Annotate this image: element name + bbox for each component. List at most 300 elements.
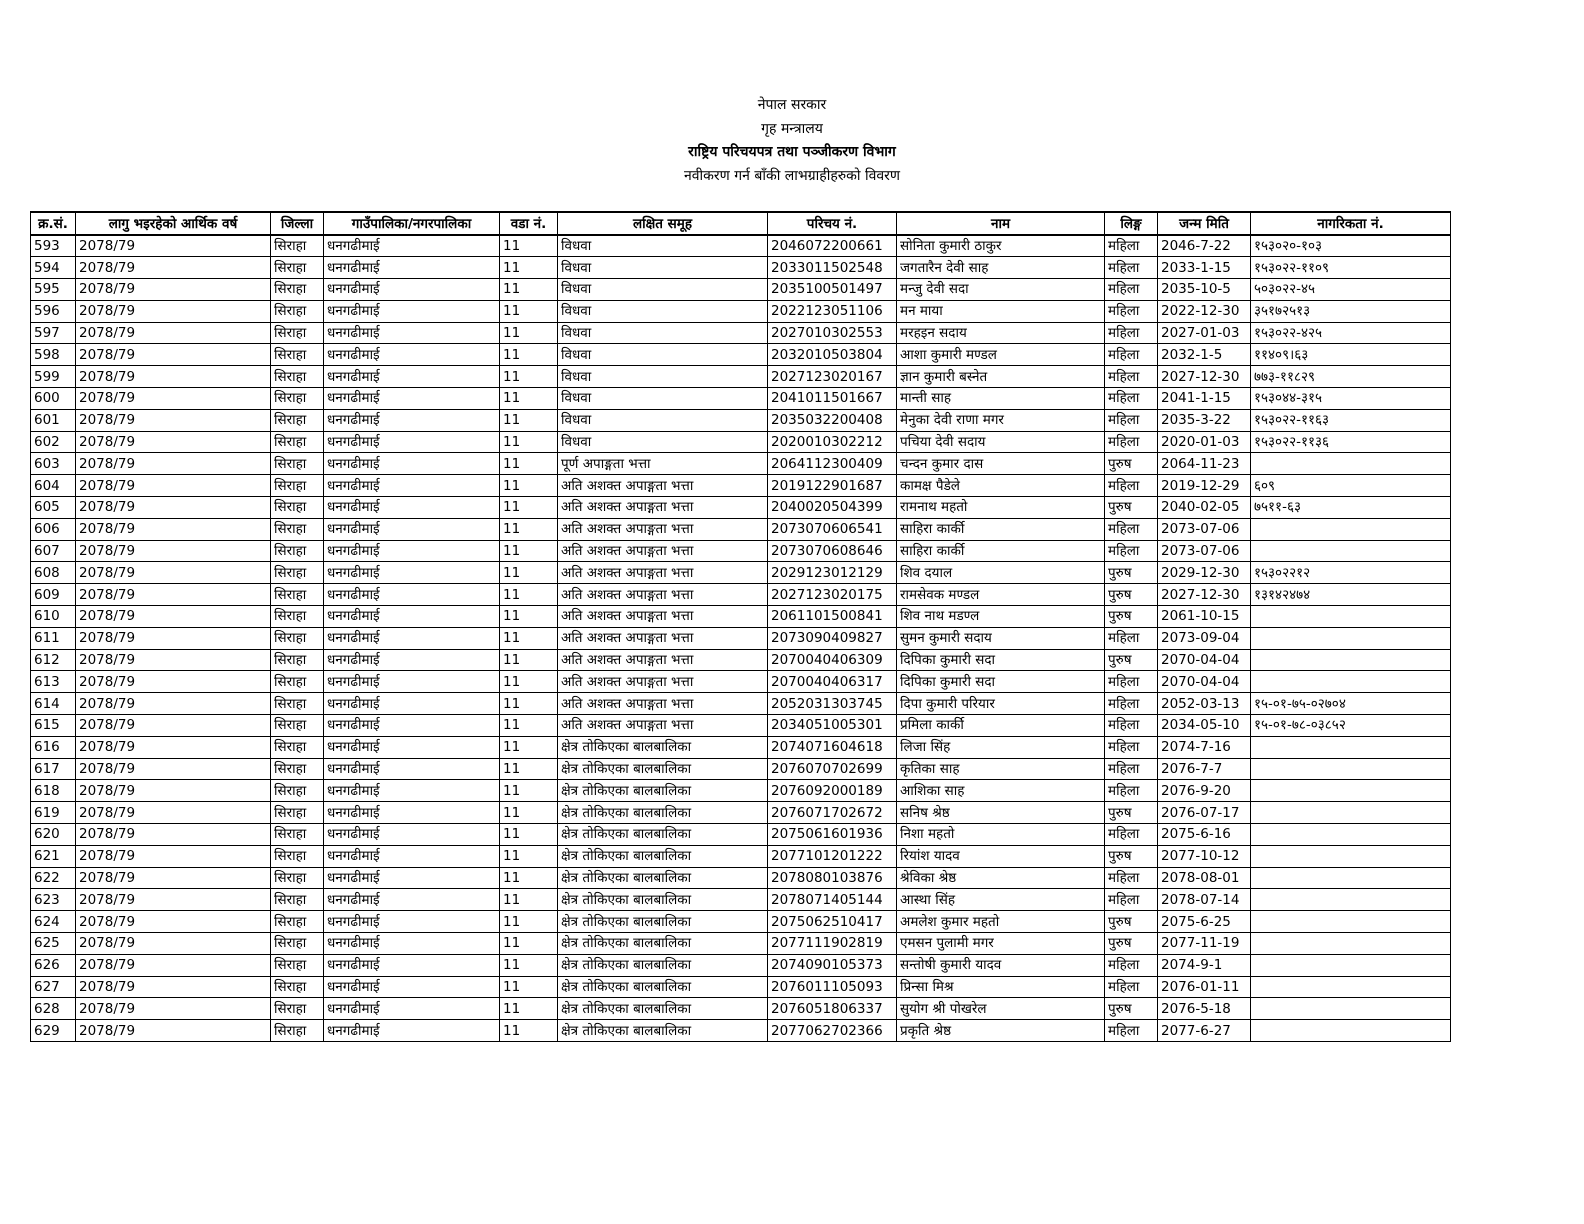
name-cell: रियांश यादव [897, 845, 1105, 867]
id-number-cell: 2052031303745 [768, 693, 897, 715]
column-header-serial: क्र.सं. [31, 212, 76, 235]
gender-cell: महिला [1105, 279, 1158, 301]
fiscal-year-cell: 2078/79 [76, 257, 271, 279]
table-row [31, 649, 1451, 671]
birth-date-cell: 2035-3-22 [1158, 409, 1251, 431]
document-header [0, 94, 1584, 188]
name-cell: सन्तोषी कुमारी यादव [897, 954, 1105, 976]
id-number-cell: 2027123020167 [768, 366, 897, 388]
birth-date-cell: 2073-09-04 [1158, 627, 1251, 649]
id-number-cell: 2075061601936 [768, 824, 897, 846]
district-cell: सिराहा [271, 366, 324, 388]
ward-cell: 11 [500, 845, 558, 867]
id-number-cell: 2046072200661 [768, 235, 897, 257]
column-header-target-group: लक्षित समूह [558, 212, 768, 235]
birth-date-cell: 2076-01-11 [1158, 976, 1251, 998]
id-number-cell: 2035100501497 [768, 279, 897, 301]
gender-cell: महिला [1105, 409, 1158, 431]
serial-cell: 613 [31, 671, 76, 693]
ward-cell: 11 [500, 911, 558, 933]
table-row [31, 736, 1451, 758]
fiscal-year-cell: 2078/79 [76, 824, 271, 846]
citizenship-number-cell [1251, 976, 1451, 998]
district-cell: सिराहा [271, 954, 324, 976]
ward-cell: 11 [500, 715, 558, 737]
column-header-citizenship-number: नागरिकता नं. [1251, 212, 1451, 235]
name-cell: प्रकृति श्रेष्ठ [897, 1020, 1105, 1042]
target-group-cell: अति अशक्त अपाङ्गता भत्ता [558, 671, 768, 693]
name-cell: दिपा कुमारी परियार [897, 693, 1105, 715]
ward-cell: 11 [500, 562, 558, 584]
table-row [31, 540, 1451, 562]
district-cell: सिराहा [271, 998, 324, 1020]
serial-cell: 628 [31, 998, 76, 1020]
fiscal-year-cell: 2078/79 [76, 409, 271, 431]
id-number-cell: 2078071405144 [768, 889, 897, 911]
id-number-cell: 2076071702672 [768, 802, 897, 824]
name-cell: साहिरा कार्की [897, 540, 1105, 562]
name-cell: पचिया देवी सदाय [897, 431, 1105, 453]
citizenship-number-cell [1251, 736, 1451, 758]
gender-cell: महिला [1105, 1020, 1158, 1042]
district-cell: सिराहा [271, 540, 324, 562]
gender-cell: पुरुष [1105, 933, 1158, 955]
ward-cell: 11 [500, 627, 558, 649]
target-group-cell: क्षेत्र तोकिएका बालबालिका [558, 736, 768, 758]
municipality-cell: धनगढीमाई [324, 497, 500, 519]
municipality-cell: धनगढीमाई [324, 998, 500, 1020]
birth-date-cell: 2041-1-15 [1158, 388, 1251, 410]
municipality-cell: धनगढीमाई [324, 475, 500, 497]
serial-cell: 614 [31, 693, 76, 715]
id-number-cell: 2077111902819 [768, 933, 897, 955]
name-cell: सनिष श्रेष्ठ [897, 802, 1105, 824]
ward-cell: 11 [500, 693, 558, 715]
table-row [31, 933, 1451, 955]
citizenship-number-cell [1251, 998, 1451, 1020]
target-group-cell: विधवा [558, 279, 768, 301]
municipality-cell: धनगढीमाई [324, 911, 500, 933]
name-cell: चन्दन कुमार दास [897, 453, 1105, 475]
birth-date-cell: 2075-6-25 [1158, 911, 1251, 933]
fiscal-year-cell: 2078/79 [76, 235, 271, 257]
ward-cell: 11 [500, 824, 558, 846]
gender-cell: महिला [1105, 475, 1158, 497]
table-row [31, 279, 1451, 301]
birth-date-cell: 2073-07-06 [1158, 518, 1251, 540]
ward-cell: 11 [500, 453, 558, 475]
serial-cell: 620 [31, 824, 76, 846]
name-cell: मन माया [897, 300, 1105, 322]
municipality-cell: धनगढीमाई [324, 671, 500, 693]
municipality-cell: धनगढीमाई [324, 409, 500, 431]
ward-cell: 11 [500, 802, 558, 824]
citizenship-number-cell [1251, 889, 1451, 911]
gender-cell: पुरुष [1105, 606, 1158, 628]
birth-date-cell: 2074-9-1 [1158, 954, 1251, 976]
id-number-cell: 2027123020175 [768, 584, 897, 606]
municipality-cell: धनगढीमाई [324, 518, 500, 540]
birth-date-cell: 2019-12-29 [1158, 475, 1251, 497]
municipality-cell: धनगढीमाई [324, 780, 500, 802]
ward-cell: 11 [500, 475, 558, 497]
table-row [31, 693, 1451, 715]
district-cell: सिराहा [271, 933, 324, 955]
id-number-cell: 2022123051106 [768, 300, 897, 322]
district-cell: सिराहा [271, 409, 324, 431]
serial-cell: 621 [31, 845, 76, 867]
id-number-cell: 2076011105093 [768, 976, 897, 998]
column-header-ward: वडा नं. [500, 212, 558, 235]
serial-cell: 599 [31, 366, 76, 388]
birth-date-cell: 2032-1-5 [1158, 344, 1251, 366]
target-group-cell: क्षेत्र तोकिएका बालबालिका [558, 889, 768, 911]
citizenship-number-cell [1251, 606, 1451, 628]
target-group-cell: विधवा [558, 366, 768, 388]
name-cell: आस्था सिंह [897, 889, 1105, 911]
table-row [31, 344, 1451, 366]
table-row [31, 715, 1451, 737]
gender-cell: पुरुष [1105, 845, 1158, 867]
municipality-cell: धनगढीमाई [324, 736, 500, 758]
birth-date-cell: 2077-11-19 [1158, 933, 1251, 955]
name-cell: दिपिका कुमारी सदा [897, 671, 1105, 693]
id-number-cell: 2041011501667 [768, 388, 897, 410]
fiscal-year-cell: 2078/79 [76, 693, 271, 715]
birth-date-cell: 2035-10-5 [1158, 279, 1251, 301]
ward-cell: 11 [500, 322, 558, 344]
citizenship-number-cell [1251, 802, 1451, 824]
district-cell: सिराहा [271, 562, 324, 584]
id-number-cell: 2019122901687 [768, 475, 897, 497]
gender-cell: महिला [1105, 627, 1158, 649]
id-number-cell: 2077101201222 [768, 845, 897, 867]
name-cell: मरहइन सदाय [897, 322, 1105, 344]
municipality-cell: धनगढीमाई [324, 845, 500, 867]
ward-cell: 11 [500, 1020, 558, 1042]
district-cell: सिराहा [271, 824, 324, 846]
table-row [31, 453, 1451, 475]
target-group-cell: क्षेत्र तोकिएका बालबालिका [558, 867, 768, 889]
birth-date-cell: 2076-5-18 [1158, 998, 1251, 1020]
municipality-cell: धनगढीमाई [324, 889, 500, 911]
fiscal-year-cell: 2078/79 [76, 606, 271, 628]
municipality-cell: धनगढीमाई [324, 954, 500, 976]
target-group-cell: क्षेत्र तोकिएका बालबालिका [558, 933, 768, 955]
fiscal-year-cell: 2078/79 [76, 867, 271, 889]
serial-cell: 625 [31, 933, 76, 955]
district-cell: सिराहा [271, 736, 324, 758]
id-number-cell: 2064112300409 [768, 453, 897, 475]
column-header-fiscal-year: लागु भइरहेको आर्थिक वर्ष [76, 212, 271, 235]
id-number-cell: 2070040406309 [768, 649, 897, 671]
serial-cell: 596 [31, 300, 76, 322]
ward-cell: 11 [500, 780, 558, 802]
ward-cell: 11 [500, 933, 558, 955]
column-header-gender: लिङ्ग [1105, 212, 1158, 235]
target-group-cell: क्षेत्र तोकिएका बालबालिका [558, 758, 768, 780]
citizenship-number-cell [1251, 758, 1451, 780]
citizenship-number-cell: ७५११-६३ [1251, 497, 1451, 519]
name-cell: मन्जु देवी सदा [897, 279, 1105, 301]
birth-date-cell: 2022-12-30 [1158, 300, 1251, 322]
district-cell: सिराहा [271, 453, 324, 475]
serial-cell: 622 [31, 867, 76, 889]
ward-cell: 11 [500, 998, 558, 1020]
citizenship-number-cell: १५-०१-७५-०२७०४ [1251, 693, 1451, 715]
citizenship-number-cell: ११४०९।६३ [1251, 344, 1451, 366]
citizenship-number-cell: ३५१७२५१३ [1251, 300, 1451, 322]
name-cell: दिपिका कुमारी सदा [897, 649, 1105, 671]
birth-date-cell: 2077-6-27 [1158, 1020, 1251, 1042]
serial-cell: 594 [31, 257, 76, 279]
table-row [31, 409, 1451, 431]
serial-cell: 602 [31, 431, 76, 453]
municipality-cell: धनगढीमाई [324, 627, 500, 649]
citizenship-number-cell: १५३०२२-११६३ [1251, 409, 1451, 431]
district-cell: सिराहा [271, 606, 324, 628]
citizenship-number-cell [1251, 954, 1451, 976]
citizenship-number-cell [1251, 780, 1451, 802]
ward-cell: 11 [500, 736, 558, 758]
birth-date-cell: 2027-01-03 [1158, 322, 1251, 344]
municipality-cell: धनगढीमाई [324, 453, 500, 475]
birth-date-cell: 2070-04-04 [1158, 671, 1251, 693]
name-cell: साहिरा कार्की [897, 518, 1105, 540]
gender-cell: महिला [1105, 867, 1158, 889]
serial-cell: 604 [31, 475, 76, 497]
gender-cell: पुरुष [1105, 497, 1158, 519]
municipality-cell: धनगढीमाई [324, 279, 500, 301]
table-row [31, 627, 1451, 649]
gender-cell: महिला [1105, 889, 1158, 911]
name-cell: सुयोग श्री पोखरेल [897, 998, 1105, 1020]
target-group-cell: विधवा [558, 409, 768, 431]
gender-cell: पुरुष [1105, 649, 1158, 671]
citizenship-number-cell [1251, 845, 1451, 867]
ward-cell: 11 [500, 758, 558, 780]
serial-cell: 629 [31, 1020, 76, 1042]
municipality-cell: धनगढीमाई [324, 366, 500, 388]
target-group-cell: विधवा [558, 344, 768, 366]
district-cell: सिराहा [271, 344, 324, 366]
citizenship-number-cell [1251, 933, 1451, 955]
table-body [31, 235, 1451, 1041]
gender-cell: महिला [1105, 715, 1158, 737]
fiscal-year-cell: 2078/79 [76, 584, 271, 606]
district-cell: सिराहा [271, 475, 324, 497]
birth-date-cell: 2061-10-15 [1158, 606, 1251, 628]
citizenship-number-cell: १५३०२२-४२५ [1251, 322, 1451, 344]
target-group-cell: क्षेत्र तोकिएका बालबालिका [558, 780, 768, 802]
target-group-cell: अति अशक्त अपाङ्गता भत्ता [558, 562, 768, 584]
table-row [31, 235, 1451, 257]
name-cell: प्रमिला कार्की [897, 715, 1105, 737]
municipality-cell: धनगढीमाई [324, 257, 500, 279]
birth-date-cell: 2078-07-14 [1158, 889, 1251, 911]
birth-date-cell: 2076-07-17 [1158, 802, 1251, 824]
ward-cell: 11 [500, 344, 558, 366]
gender-cell: पुरुष [1105, 453, 1158, 475]
name-cell: सोनिता कुमारी ठाकुर [897, 235, 1105, 257]
id-number-cell: 2073090409827 [768, 627, 897, 649]
birth-date-cell: 2064-11-23 [1158, 453, 1251, 475]
id-number-cell: 2073070606541 [768, 518, 897, 540]
target-group-cell: अति अशक्त अपाङ्गता भत्ता [558, 693, 768, 715]
fiscal-year-cell: 2078/79 [76, 453, 271, 475]
municipality-cell: धनगढीमाई [324, 802, 500, 824]
name-cell: शिव दयाल [897, 562, 1105, 584]
district-cell: सिराहा [271, 758, 324, 780]
birth-date-cell: 2078-08-01 [1158, 867, 1251, 889]
target-group-cell: क्षेत्र तोकिएका बालबालिका [558, 1020, 768, 1042]
table-row [31, 780, 1451, 802]
government-name: नेपाल सरकार [757, 97, 827, 113]
citizenship-number-cell: ५०३०२२-४५ [1251, 279, 1451, 301]
municipality-cell: धनगढीमाई [324, 824, 500, 846]
table-row [31, 300, 1451, 322]
citizenship-number-cell [1251, 518, 1451, 540]
id-number-cell: 2040020504399 [768, 497, 897, 519]
municipality-cell: धनगढीमाई [324, 933, 500, 955]
fiscal-year-cell: 2078/79 [76, 518, 271, 540]
name-cell: आशा कुमारी मण्डल [897, 344, 1105, 366]
serial-cell: 605 [31, 497, 76, 519]
birth-date-cell: 2076-9-20 [1158, 780, 1251, 802]
district-cell: सिराहा [271, 889, 324, 911]
citizenship-number-cell [1251, 627, 1451, 649]
serial-cell: 627 [31, 976, 76, 998]
fiscal-year-cell: 2078/79 [76, 998, 271, 1020]
citizenship-number-cell [1251, 540, 1451, 562]
birth-date-cell: 2020-01-03 [1158, 431, 1251, 453]
district-cell: सिराहा [271, 431, 324, 453]
citizenship-number-cell: १५३०२२-११३६ [1251, 431, 1451, 453]
citizenship-number-cell: ७७३-११८२९ [1251, 366, 1451, 388]
gender-cell: महिला [1105, 300, 1158, 322]
ward-cell: 11 [500, 954, 558, 976]
id-number-cell: 2020010302212 [768, 431, 897, 453]
district-cell: सिराहा [271, 279, 324, 301]
district-cell: सिराहा [271, 1020, 324, 1042]
name-cell: कृतिका साह [897, 758, 1105, 780]
district-cell: सिराहा [271, 911, 324, 933]
birth-date-cell: 2076-7-7 [1158, 758, 1251, 780]
serial-cell: 612 [31, 649, 76, 671]
id-number-cell: 2070040406317 [768, 671, 897, 693]
fiscal-year-cell: 2078/79 [76, 1020, 271, 1042]
gender-cell: महिला [1105, 954, 1158, 976]
municipality-cell: धनगढीमाई [324, 300, 500, 322]
table-row [31, 388, 1451, 410]
name-cell: रामनाथ महतो [897, 497, 1105, 519]
name-cell: निशा महतो [897, 824, 1105, 846]
table-row [31, 431, 1451, 453]
id-number-cell: 2074090105373 [768, 954, 897, 976]
target-group-cell: अति अशक्त अपाङ्गता भत्ता [558, 627, 768, 649]
birth-date-cell: 2052-03-13 [1158, 693, 1251, 715]
serial-cell: 619 [31, 802, 76, 824]
target-group-cell: क्षेत्र तोकिएका बालबालिका [558, 911, 768, 933]
id-number-cell: 2073070608646 [768, 540, 897, 562]
ward-cell: 11 [500, 431, 558, 453]
target-group-cell: पूर्ण अपाङ्गता भत्ता [558, 453, 768, 475]
fiscal-year-cell: 2078/79 [76, 649, 271, 671]
column-header-id-number: परिचय नं. [768, 212, 897, 235]
id-number-cell: 2076092000189 [768, 780, 897, 802]
gender-cell: महिला [1105, 322, 1158, 344]
serial-cell: 618 [31, 780, 76, 802]
fiscal-year-cell: 2078/79 [76, 344, 271, 366]
ward-cell: 11 [500, 235, 558, 257]
district-cell: सिराहा [271, 388, 324, 410]
name-cell: मेनुका देवी राणा मगर [897, 409, 1105, 431]
fiscal-year-cell: 2078/79 [76, 279, 271, 301]
ward-cell: 11 [500, 649, 558, 671]
column-header-district: जिल्ला [271, 212, 324, 235]
fiscal-year-cell: 2078/79 [76, 388, 271, 410]
serial-cell: 616 [31, 736, 76, 758]
target-group-cell: विधवा [558, 431, 768, 453]
table-row [31, 671, 1451, 693]
table-row [31, 562, 1451, 584]
district-cell: सिराहा [271, 976, 324, 998]
fiscal-year-cell: 2078/79 [76, 889, 271, 911]
birth-date-cell: 2027-12-30 [1158, 366, 1251, 388]
serial-cell: 607 [31, 540, 76, 562]
serial-cell: 600 [31, 388, 76, 410]
citizenship-number-cell: १५३०२०-१०३ [1251, 235, 1451, 257]
table-row [31, 867, 1451, 889]
birth-date-cell: 2074-7-16 [1158, 736, 1251, 758]
table-row [31, 497, 1451, 519]
municipality-cell: धनगढीमाई [324, 758, 500, 780]
name-cell: लिजा सिंह [897, 736, 1105, 758]
district-cell: सिराहा [271, 584, 324, 606]
column-header-name: नाम [897, 212, 1105, 235]
target-group-cell: क्षेत्र तोकिएका बालबालिका [558, 802, 768, 824]
id-number-cell: 2078080103876 [768, 867, 897, 889]
citizenship-number-cell [1251, 649, 1451, 671]
gender-cell: महिला [1105, 431, 1158, 453]
table-row [31, 998, 1451, 1020]
serial-cell: 609 [31, 584, 76, 606]
fiscal-year-cell: 2078/79 [76, 976, 271, 998]
serial-cell: 617 [31, 758, 76, 780]
fiscal-year-cell: 2078/79 [76, 671, 271, 693]
gender-cell: महिला [1105, 693, 1158, 715]
target-group-cell: विधवा [558, 322, 768, 344]
table-row [31, 802, 1451, 824]
district-cell: सिराहा [271, 693, 324, 715]
target-group-cell: अति अशक्त अपाङ्गता भत्ता [558, 540, 768, 562]
id-number-cell: 2027010302553 [768, 322, 897, 344]
fiscal-year-cell: 2078/79 [76, 954, 271, 976]
birth-date-cell: 2070-04-04 [1158, 649, 1251, 671]
ward-cell: 11 [500, 300, 558, 322]
id-number-cell: 2029123012129 [768, 562, 897, 584]
target-group-cell: अति अशक्त अपाङ्गता भत्ता [558, 584, 768, 606]
id-number-cell: 2034051005301 [768, 715, 897, 737]
birth-date-cell: 2077-10-12 [1158, 845, 1251, 867]
serial-cell: 623 [31, 889, 76, 911]
serial-cell: 606 [31, 518, 76, 540]
fiscal-year-cell: 2078/79 [76, 802, 271, 824]
gender-cell: महिला [1105, 976, 1158, 998]
district-cell: सिराहा [271, 518, 324, 540]
birth-date-cell: 2034-05-10 [1158, 715, 1251, 737]
ward-cell: 11 [500, 976, 558, 998]
